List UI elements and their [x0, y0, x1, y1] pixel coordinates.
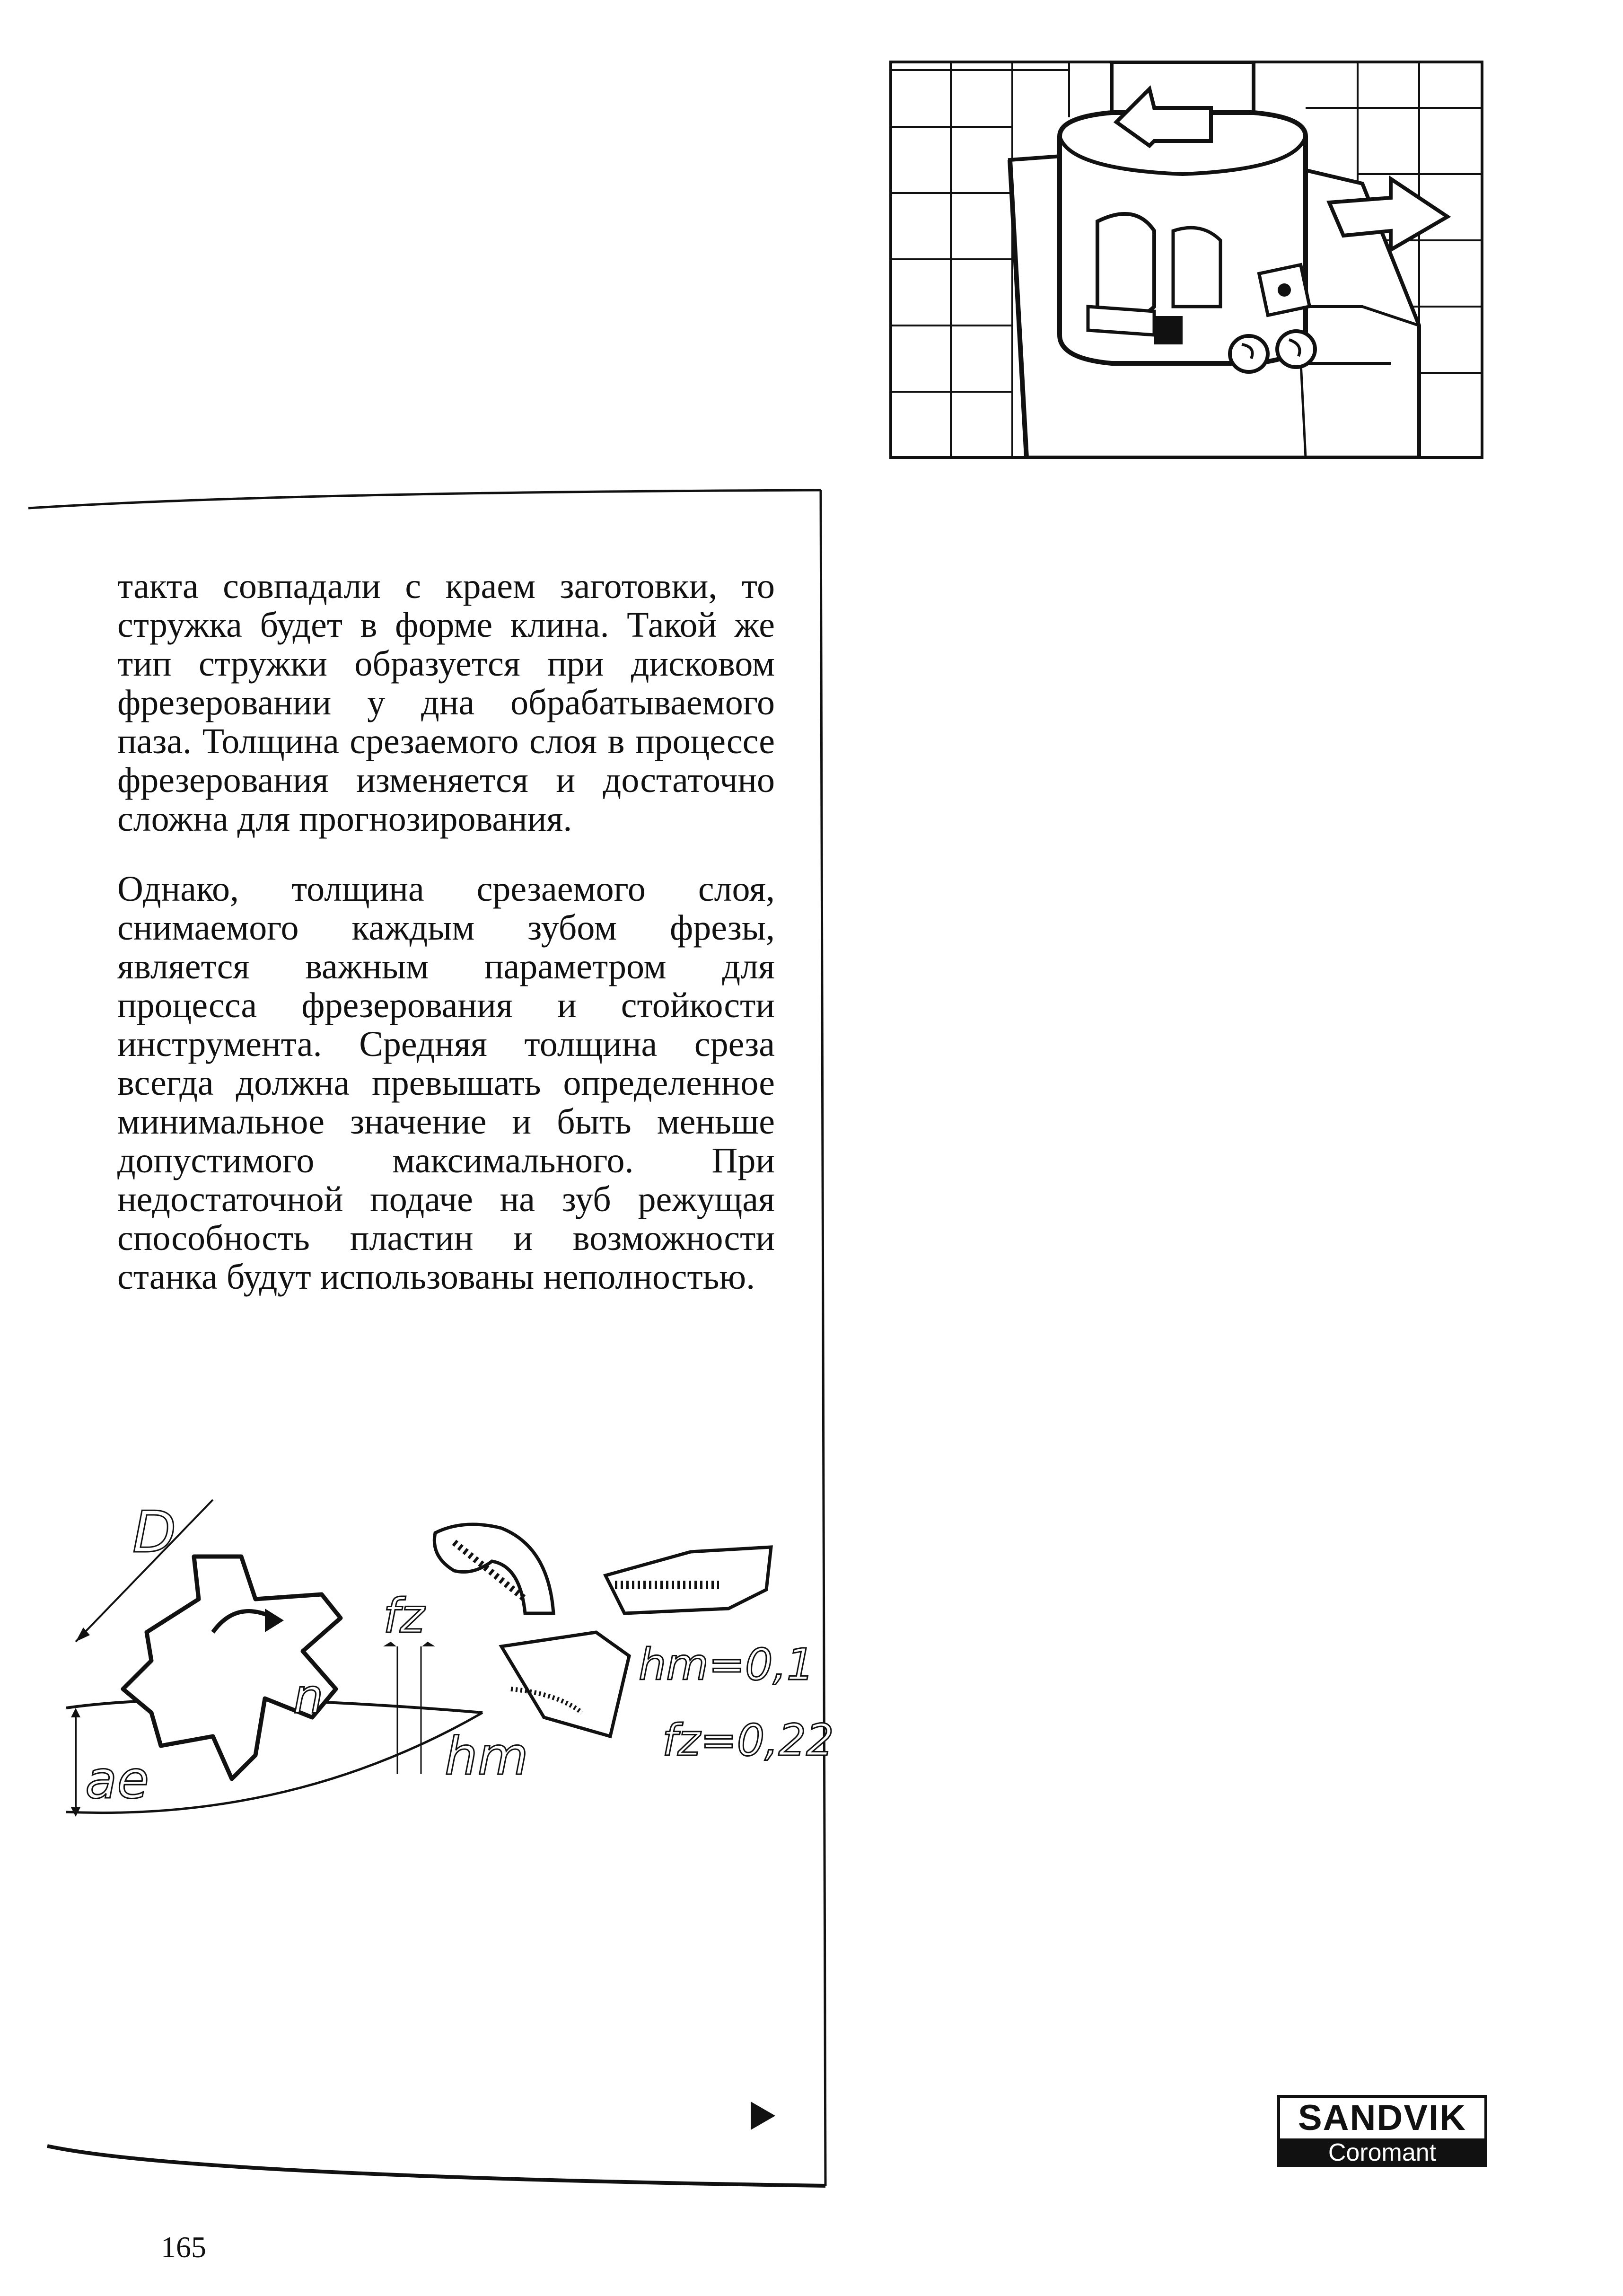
- depth-of-cut-label: ae: [85, 1750, 149, 1810]
- logo-top-text: SANDVIK: [1277, 2095, 1487, 2141]
- page-number: 165: [161, 2230, 206, 2264]
- milling-cutter-illustration: [889, 61, 1484, 459]
- logo-bottom-text: Coromant: [1277, 2138, 1487, 2167]
- play-triangle-icon: [750, 2101, 776, 2131]
- chip-thickness-label: hm: [445, 1726, 528, 1786]
- feed-per-tooth-label: fz: [383, 1588, 425, 1644]
- body-paragraph: такта совпадали с краем заготовки, то стружка будет в форме клина. Такой же тип стружки образуется при дисковом фрезеровании у дна обрабатываемого паза. Толщина срезаемого слоя в процессе фрезерования изменяется и достаточно сложна для прогнозирования.: [117, 566, 775, 839]
- fz-value-label: fz=0,22: [662, 1715, 834, 1766]
- milling-geometry-diagram: [57, 1490, 851, 1831]
- hm-value-label: hm=0,1: [639, 1639, 815, 1690]
- body-paragraph: Однако, толщина срезаемого слоя, снимаемого каждым зубом фрезы, является важным параметром для процесса фрезерования и стойкости инструмента. Средняя толщина среза всегда должна превышать определенное минимальное значение и быть меньше допустимого максимального. При недостаточной подаче на зуб режущая способность пластин и возможности станка будут использованы неполностью.: [117, 869, 775, 1297]
- rotation-label: n: [293, 1669, 324, 1724]
- diameter-label: D: [132, 1500, 176, 1566]
- sandvik-coromant-logo: [1277, 2095, 1485, 2171]
